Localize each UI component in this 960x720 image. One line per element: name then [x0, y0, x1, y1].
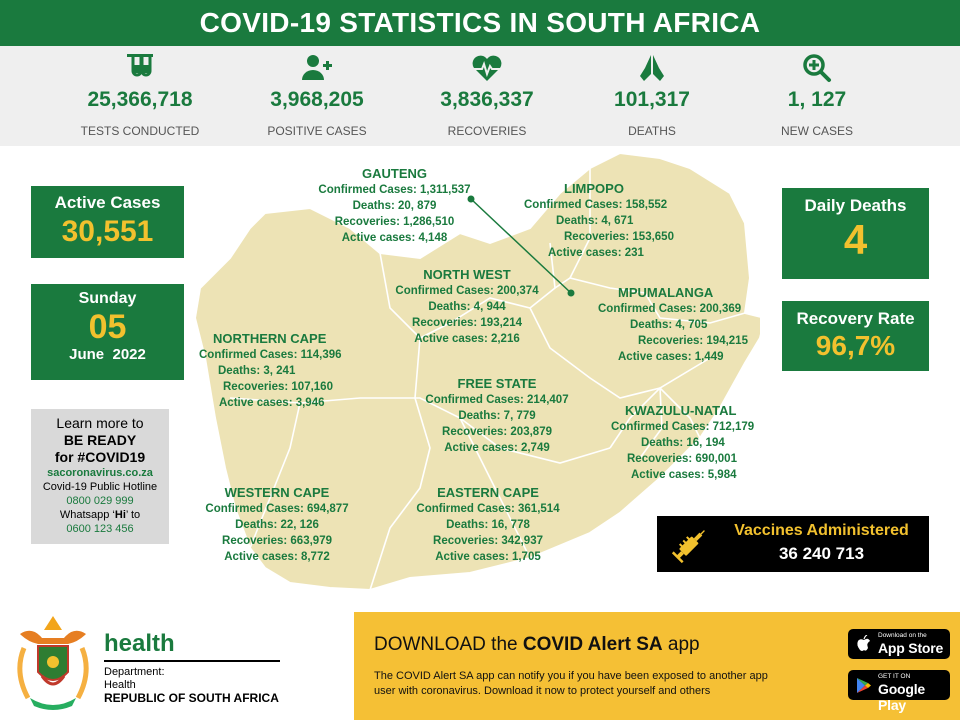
- coat-of-arms-icon: [12, 612, 94, 714]
- limpopo-confirmed: Confirmed Cases: 158,552: [524, 199, 668, 211]
- apple-icon: [856, 635, 872, 653]
- limpopo-recoveries: Recoveries: 153,650: [564, 231, 674, 243]
- download-heading: DOWNLOAD the COVID Alert SA app: [374, 634, 700, 655]
- vaccines-value: 36 240 713: [778, 544, 865, 563]
- kwazulu-natal-recoveries: Recoveries: 690,001: [627, 453, 737, 465]
- google-play-icon: [856, 677, 872, 694]
- mpumalanga-deaths: Deaths: 4, 705: [630, 319, 708, 331]
- northern-cape-name: NORTHERN CAPE: [213, 331, 327, 346]
- mpumalanga-recoveries: Recoveries: 194,215: [638, 335, 748, 347]
- positive-label: POSITIVE CASES: [267, 124, 367, 138]
- eastern-cape-name: EASTERN CAPE: [437, 485, 539, 500]
- province-western-cape: [202, 485, 352, 565]
- tests-label: TESTS CONDUCTED: [80, 124, 200, 138]
- north-west-active: Active cases: 2,216: [414, 333, 520, 345]
- province-gauteng: [312, 166, 477, 246]
- date-day: 05: [88, 308, 127, 346]
- learn-line1: Learn more to: [56, 415, 144, 431]
- date-box: [31, 284, 184, 380]
- free-state-name: FREE STATE: [457, 376, 537, 391]
- vaccines-label: Vaccines Administered: [734, 522, 909, 539]
- recovery-rate-value: 96,7%: [815, 330, 896, 361]
- date-month-year: June 2022: [69, 346, 146, 363]
- eastern-cape-recoveries: Recoveries: 342,937: [433, 535, 543, 547]
- free-state-deaths: Deaths: 7, 779: [458, 410, 536, 422]
- recovery-rate-label: Recovery Rate: [796, 309, 915, 328]
- gauteng-recoveries: Recoveries: 1,286,510: [334, 216, 455, 228]
- recoveries-value: 3,836,337: [440, 88, 534, 111]
- vaccines-box: [657, 516, 929, 572]
- kwazulu-natal-confirmed: Confirmed Cases: 712,179: [611, 421, 755, 433]
- kwazulu-natal-deaths: Deaths: 16, 194: [641, 437, 725, 449]
- limpopo-active: Active cases: 231: [548, 247, 644, 259]
- province-eastern-cape: [414, 485, 562, 565]
- free-state-active: Active cases: 2,749: [444, 442, 550, 454]
- app-store-button[interactable]: Download on the App Store: [848, 629, 950, 659]
- kwazulu-natal-active: Active cases: 5,984: [631, 469, 737, 481]
- eastern-cape-active: Active cases: 1,705: [435, 551, 541, 563]
- northern-cape-recoveries: Recoveries: 107,160: [223, 381, 333, 393]
- western-cape-active: Active cases: 8,772: [224, 551, 330, 563]
- province-free-state: [417, 376, 577, 456]
- province-mpumalanga: [598, 285, 763, 365]
- northern-cape-confirmed: Confirmed Cases: 114,396: [199, 349, 342, 361]
- learn-more-box: [31, 409, 169, 544]
- department-name: Department: Health REPUBLIC OF SOUTH AFRICA: [104, 666, 279, 705]
- page-title: COVID-19 STATISTICS IN SOUTH AFRICA: [0, 0, 960, 46]
- active-cases-label: Active Cases: [54, 193, 161, 212]
- eastern-cape-deaths: Deaths: 16, 778: [446, 519, 530, 531]
- learn-line2: BE READY: [63, 432, 137, 448]
- limpopo-deaths: Deaths: 4, 671: [556, 215, 634, 227]
- limpopo-name: LIMPOPO: [564, 181, 624, 196]
- province-north-west: [387, 267, 547, 347]
- whatsapp-line: Whatsapp ‘Hi’ to: [59, 509, 141, 521]
- north-west-recoveries: Recoveries: 193,214: [412, 317, 522, 329]
- free-state-confirmed: Confirmed Cases: 214,407: [425, 394, 569, 406]
- new-cases-label: NEW CASES: [780, 124, 853, 138]
- recoveries-label: RECOVERIES: [447, 124, 527, 138]
- north-west-confirmed: Confirmed Cases: 200,374: [395, 285, 539, 297]
- date-weekday: Sunday: [78, 290, 137, 307]
- positive-value: 3,968,205: [270, 88, 364, 111]
- province-kwazulu-natal: [611, 403, 776, 483]
- gauteng-deaths: Deaths: 20, 879: [352, 200, 437, 212]
- gauteng-name: GAUTENG: [362, 166, 427, 181]
- daily-deaths-box: [782, 188, 929, 279]
- northern-cape-active: Active cases: 3,946: [219, 397, 325, 409]
- tests-value: 25,366,718: [87, 88, 193, 111]
- western-cape-name: WESTERN CAPE: [224, 485, 330, 500]
- western-cape-deaths: Deaths: 22, 126: [235, 519, 319, 531]
- mpumalanga-name: MPUMALANGA: [618, 285, 714, 300]
- daily-deaths-label: Daily Deaths: [804, 196, 907, 215]
- department-divider: [104, 660, 280, 662]
- website-link[interactable]: sacoronavirus.co.za: [47, 467, 153, 479]
- new-cases-value: 1, 127: [787, 88, 847, 111]
- northern-cape-deaths: Deaths: 3, 241: [218, 365, 296, 377]
- syringe-icon: [671, 524, 711, 564]
- province-northern-cape: [199, 331, 369, 411]
- active-cases-value: 30,551: [61, 215, 154, 248]
- mpumalanga-confirmed: Confirmed Cases: 200,369: [598, 303, 742, 315]
- western-cape-recoveries: Recoveries: 663,979: [222, 535, 332, 547]
- health-wordmark: health: [104, 630, 175, 657]
- active-cases-box: [31, 186, 184, 258]
- download-description: The COVID Alert SA app can notify you if you have been exposed to another app user with coronavirus. Download it now to protect yourself and others: [374, 670, 768, 697]
- gauteng-active: Active cases: 4,148: [341, 232, 448, 244]
- mpumalanga-active: Active cases: 1,449: [618, 351, 724, 363]
- province-limpopo: [524, 181, 694, 261]
- deaths-value: 101,317: [614, 88, 690, 111]
- app-download-banner: [354, 612, 960, 720]
- gauteng-confirmed: Confirmed Cases: 1,311,537: [318, 184, 471, 196]
- hotline-number[interactable]: 0800 029 999: [66, 495, 134, 507]
- deaths-label: DEATHS: [628, 124, 676, 138]
- kwazulu-natal-name: KWAZULU-NATAL: [625, 403, 737, 418]
- western-cape-confirmed: Confirmed Cases: 694,877: [205, 503, 349, 515]
- recovery-rate-box: [782, 301, 929, 371]
- free-state-recoveries: Recoveries: 203,879: [442, 426, 552, 438]
- whatsapp-number[interactable]: 0600 123 456: [66, 523, 134, 535]
- north-west-name: NORTH WEST: [423, 267, 511, 282]
- daily-deaths-value: 4: [843, 216, 868, 263]
- learn-line3: for #COVID19: [54, 449, 146, 465]
- north-west-deaths: Deaths: 4, 944: [428, 301, 506, 313]
- google-play-button[interactable]: GET IT ON Google Play: [848, 670, 950, 700]
- eastern-cape-confirmed: Confirmed Cases: 361,514: [416, 503, 560, 515]
- hotline-label: Covid-19 Public Hotline: [42, 481, 158, 493]
